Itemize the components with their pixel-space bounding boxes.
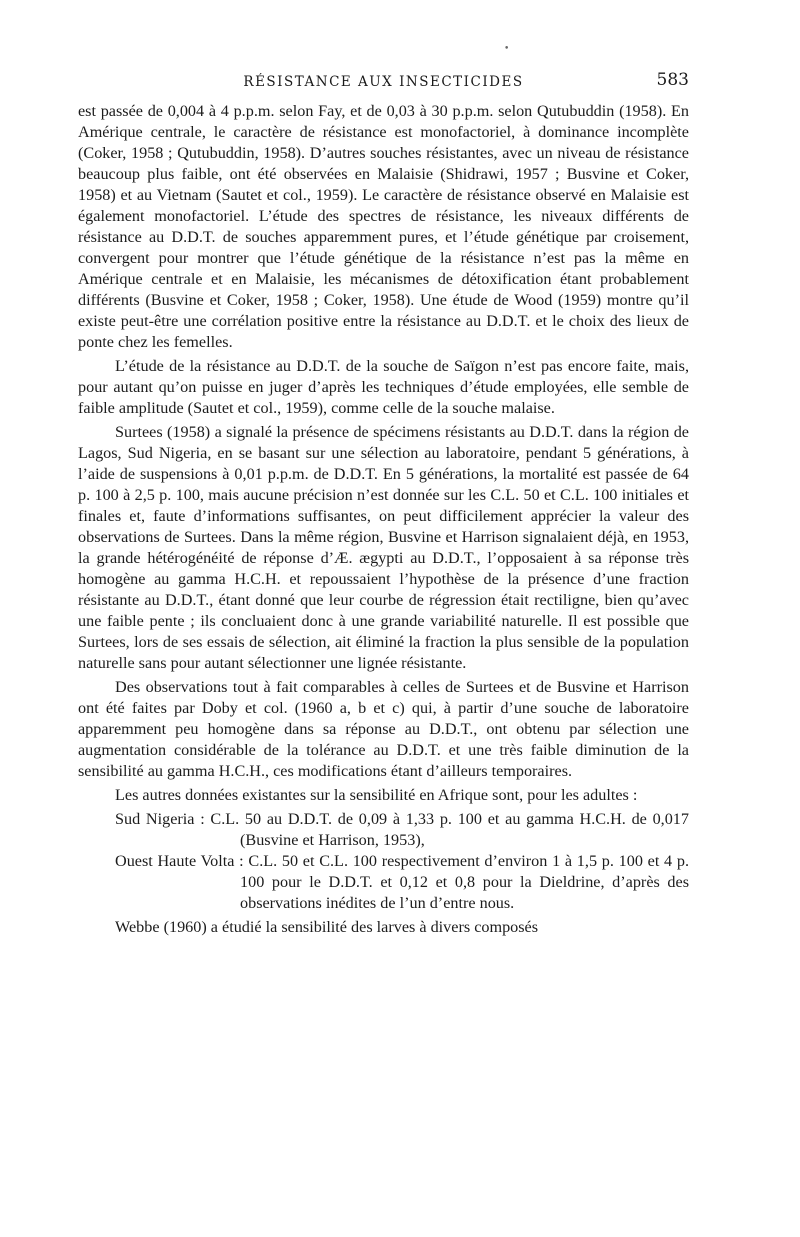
sensitivity-list (78, 809, 689, 914)
paragraph: Surtees (1958) a signalé la présence de spécimens résistants au D.D.T. dans la région de Lagos, Sud Nigeria, en se basant sur une sélection au laboratoire, pendant 5 générations, à l’aide de suspensions à 0,01 p.p.m. de D.D.T. En 5 générations, la mortalité est passée de 64 p. 100 à 2,5 p. 100, mais aucune précision n’est donnée sur les C.L. 50 et C.L. 100 initiales et finales et, faute d’informations suffisantes, on peut difficilement apprécier la valeur des observations de Surtees. Dans la même région, Busvine et Harrison signalaient déjà, en 1953, la grande hétérogénéité de réponse d’Æ. ægypti au D.D.T., l’opposaient à sa réponse très homogène au gamma H.C.H. et repoussaient l’hypothèse de la présence d’une fraction résistante au D.D.T., étant donné que leur courbe de régression était rectiligne, bien qu’avec une faible pente ; ils concluaient donc à une grande variabilité naturelle. Il est possible que Surtees, lors de ses essais de sélection, ait éliminé la fraction la plus sensible de la population naturelle sans pour autant sélectionner une lignée résistante. (78, 423, 689, 672)
paragraph: est passée de 0,004 à 4 p.p.m. selon Fay, et de 0,03 à 30 p.p.m. selon Qutubuddin (1958). En Amérique centrale, le caractère de résistance est monofactoriel, à dominance incomplète (Coker, 1958 ; Qutubuddin, 1958). D’autres souches résistantes, avec un niveau de résistance beaucoup plus faible, ont été observées en Malaisie (Shidrawi, 1957 ; Busvine et Coker, 1958) et au Vietnam (Sautet et col., 1959). Le caractère de résistance observé en Malaisie est également monofactoriel. L’étude des spectres de résistance, les niveaux différents de résistance au D.D.T. de souches apparemment pures, et l’étude génétique par croisement, convergent pour montrer que l’étude génétique de la résistance n’est pas la même en Amérique centrale et en Malaisie, les mécanismes de détoxification étant probablement différents (Busvine et Coker, 1958 ; Coker, 1958). Une étude de Wood (1959) montre qu’il existe peut-être une corrélation positive entre la résistance au D.D.T. et le choix des lieux de ponte chez les femelles. (78, 102, 689, 351)
paragraph: Webbe (1960) a étudié la sensibilité des larves à divers composés (115, 918, 539, 936)
list-item: Ouest Haute Volta : C.L. 50 et C.L. 100 respectivement d’environ 1 à 1,5 p. 100 et 4 p. 100 pour le D.D.T. et 0,12 et 0,8 pour la Dieldrine, d’après des observations inédites de l’un d’entre nous. (115, 852, 689, 912)
page-mark: • (504, 44, 510, 54)
paragraph: L’étude de la résistance au D.D.T. de la souche de Saïgon n’est pas encore faite, mais, pour autant qu’on puisse en juger d’après les techniques d’étude employées, elle semble de faible amplitude (Sautet et col., 1959), comme celle de la souche malaise. (78, 357, 689, 417)
page-header (78, 68, 689, 92)
list-item: Sud Nigeria : C.L. 50 au D.D.T. de 0,09 à 1,33 p. 100 et au gamma H.C.H. de 0,017 (Busvine et Harrison, 1953), (115, 810, 689, 849)
paragraph: Des observations tout à fait comparables à celles de Surtees et de Busvine et Harrison ont été faites par Doby et col. (1960 a, b et c) qui, à partir d’une souche de laboratoire apparemment peu homogène dans sa réponse au D.D.T., ont obtenu par sélection une augmentation considérable de la tolérance au D.D.T. et une très faible diminution de la sensibilité au gamma H.C.H., ces modifications étant d’ailleurs temporaires. (78, 678, 689, 780)
paragraph: Les autres données existantes sur la sensibilité en Afrique sont, pour les adultes : (115, 786, 638, 804)
running-title: RÉSISTANCE AUX INSECTICIDES (243, 74, 524, 90)
body-text (78, 101, 689, 938)
page-number: 583 (656, 70, 689, 90)
